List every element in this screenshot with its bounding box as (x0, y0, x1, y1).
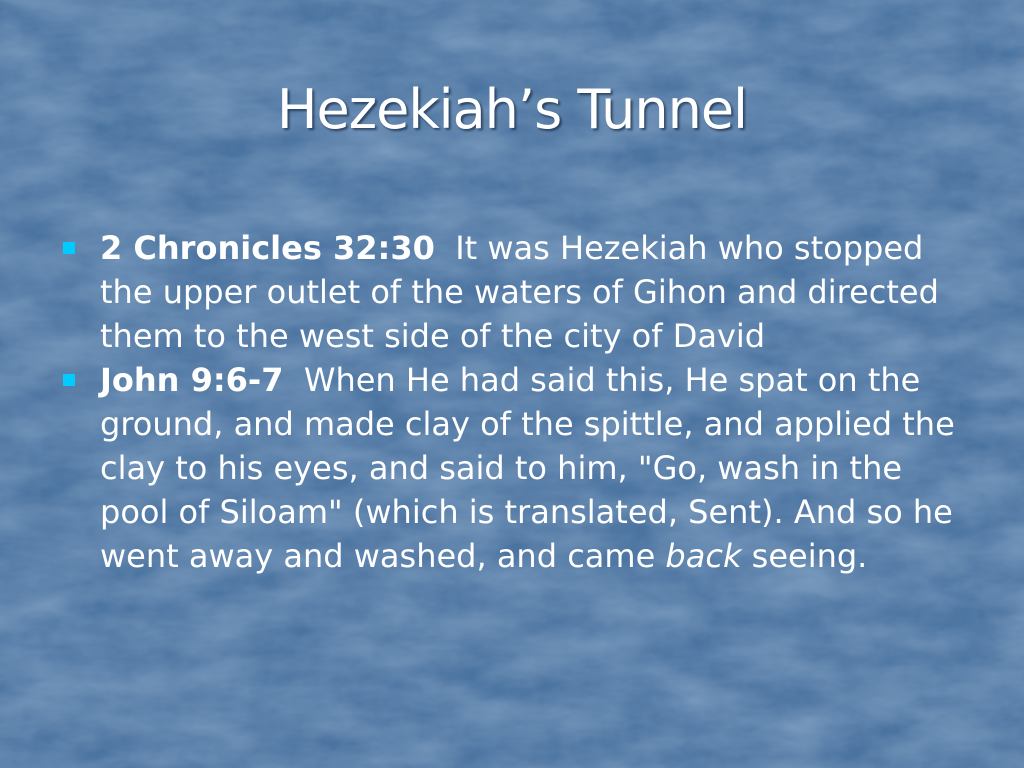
scripture-text: When He had said this, He spat on the ground, and made clay of the spittle, and applied the clay to his eyes, and said to him, "Go, wash in the pool of Siloam" (which is translated, Sent). And so he went away and washed, and came (100, 361, 955, 575)
bullet-item-chronicles (60, 226, 960, 358)
square-bullet-icon (63, 374, 75, 386)
square-bullet-icon (63, 242, 75, 254)
bullet-item-john (60, 358, 960, 578)
scripture-text-italic: back (665, 537, 742, 575)
scripture-text-end: seeing. (751, 537, 868, 575)
scripture-reference: John 9:6-7 (100, 361, 284, 399)
bullet-list (60, 226, 960, 578)
scripture-text: It was Hezekiah who stopped the upper outlet of the waters of Gihon and directed them to the west side of the city of David (100, 229, 939, 355)
slide-title: Hezekiah’s Tunnel (276, 78, 748, 141)
scripture-reference: 2 Chronicles 32:30 (100, 229, 435, 267)
